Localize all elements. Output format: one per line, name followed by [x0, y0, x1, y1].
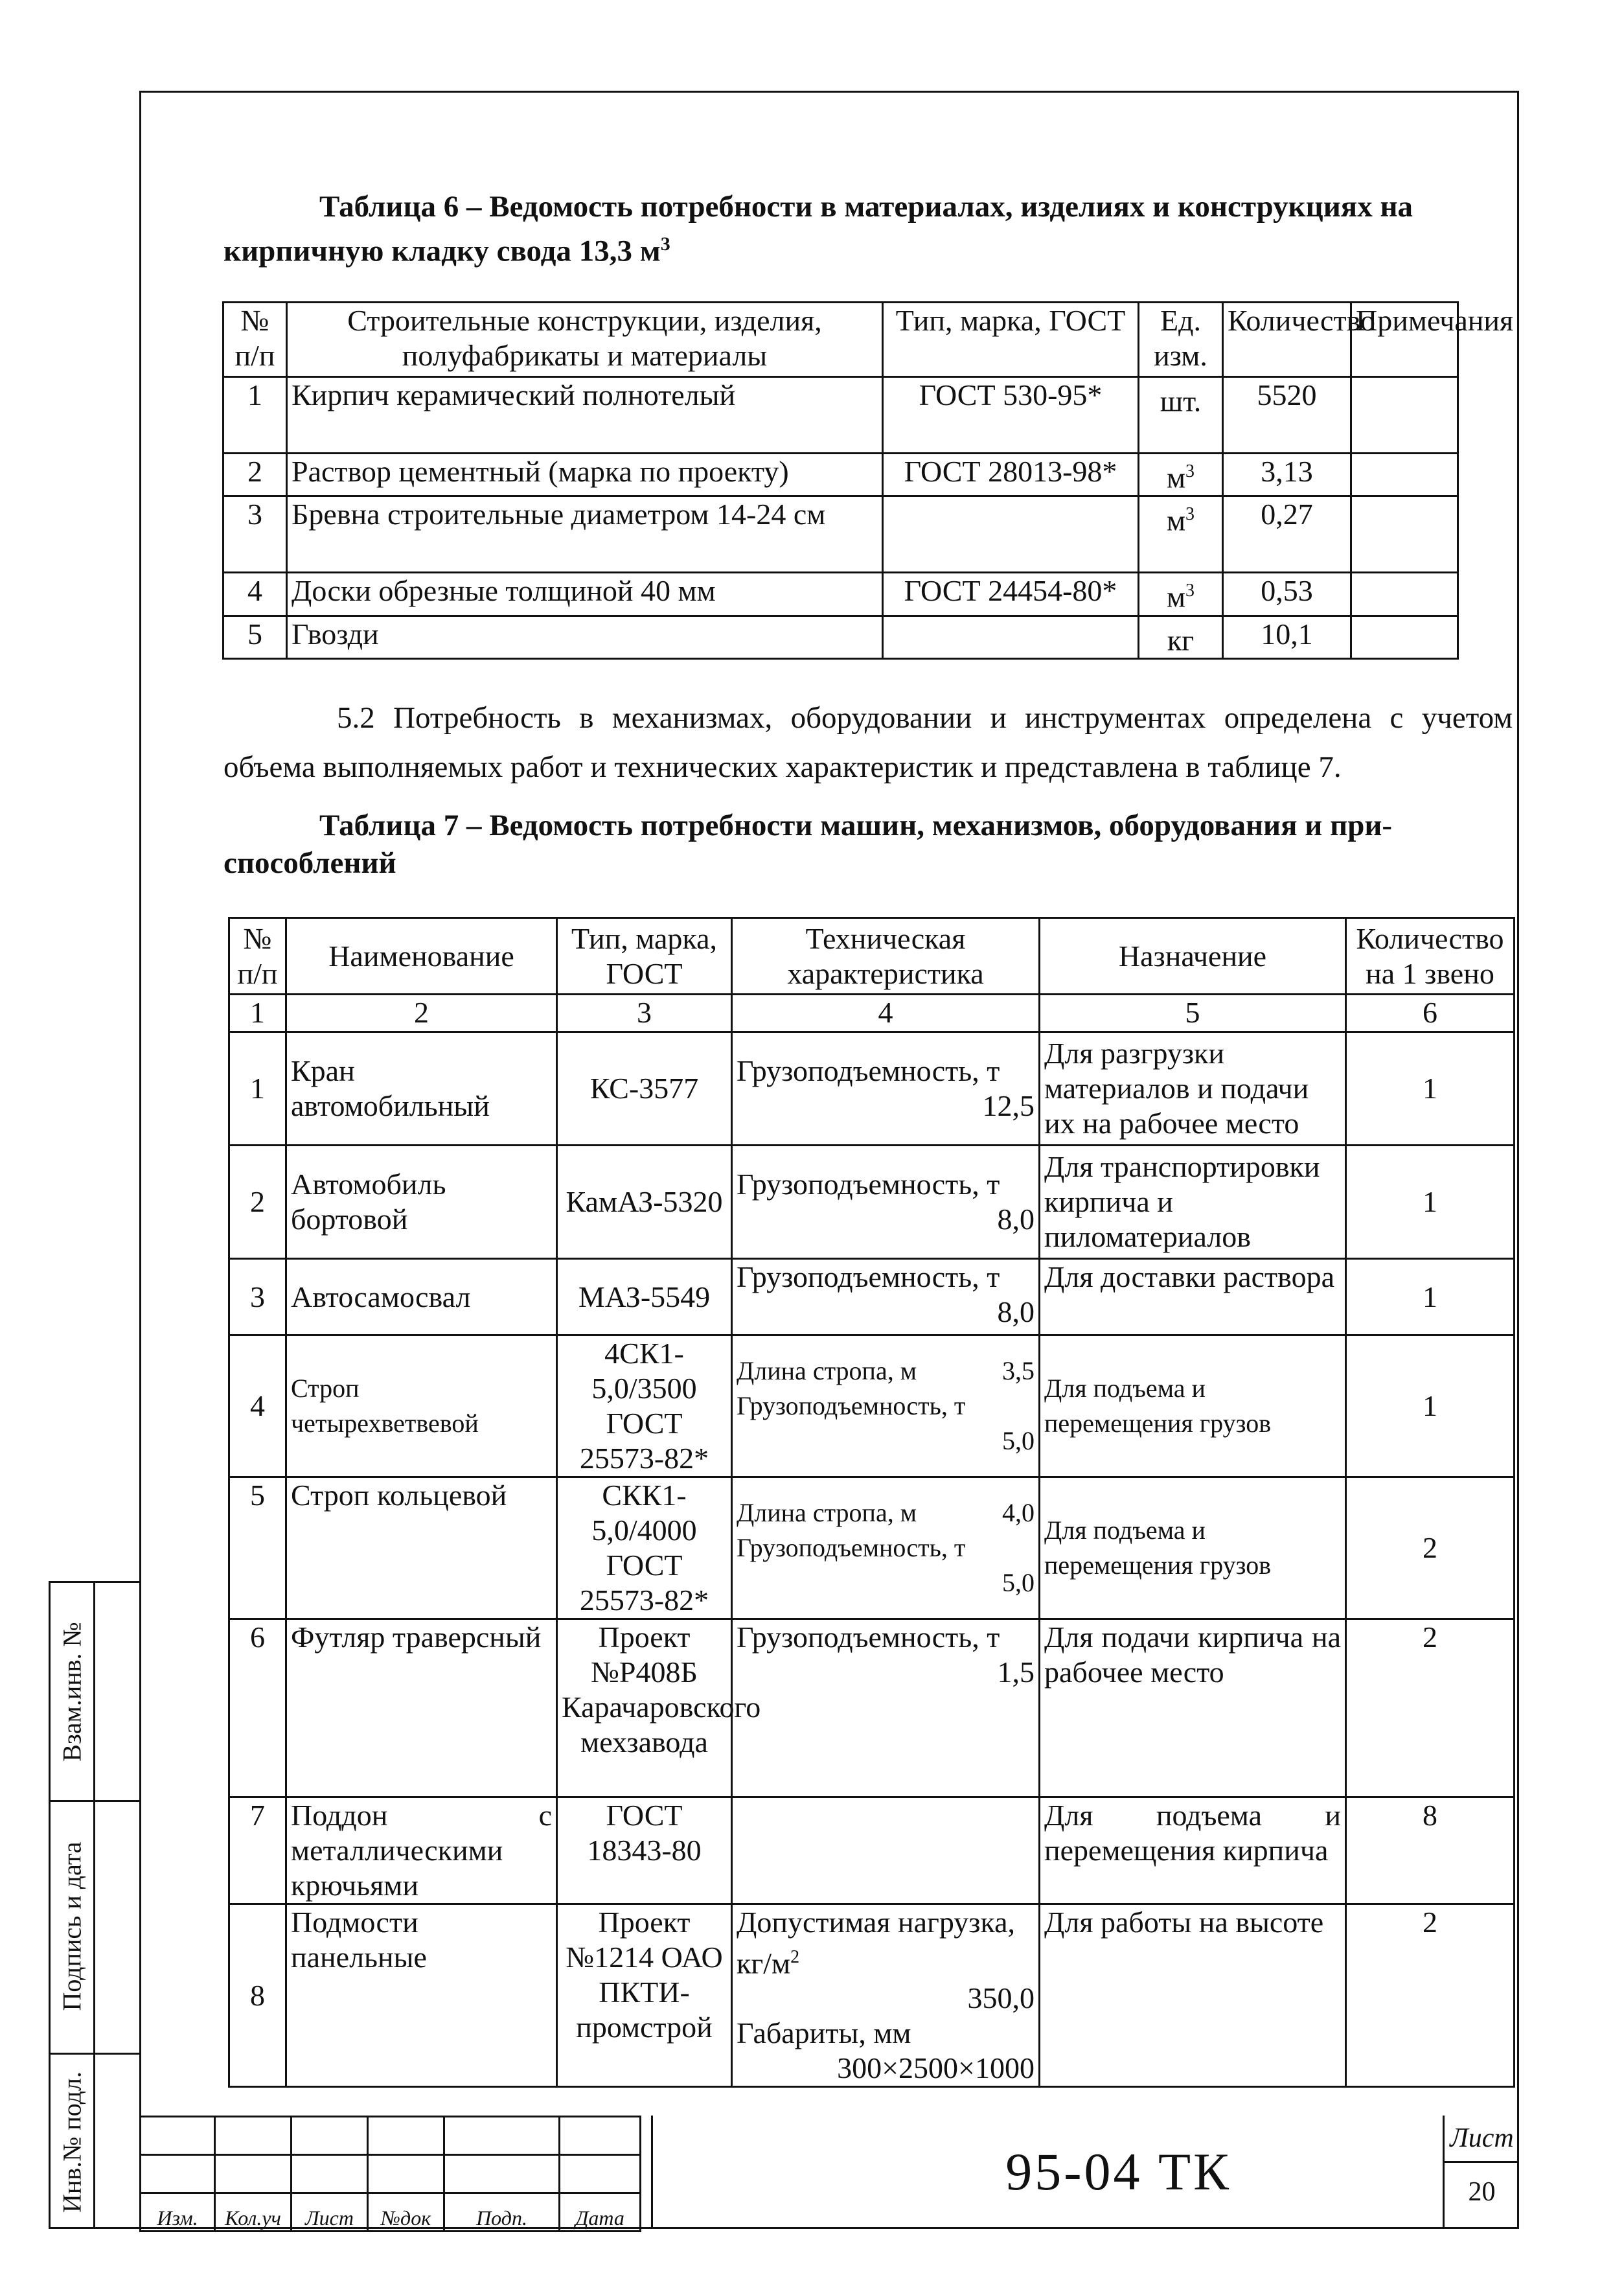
side-strip-label: Подпись и дата — [57, 1841, 87, 2011]
t6-cell-unit: $м^3$ — [1139, 454, 1223, 496]
table-row — [229, 1477, 1515, 1619]
t6-header-type: Тип, марка, ГОСТ — [883, 303, 1139, 377]
t7-cell-type: Проект №Р408Б Карачаровского мехзавода — [557, 1619, 732, 1797]
t7-cell-qty: 1 — [1346, 1032, 1515, 1146]
t7-cell-purpose: Для разгрузки материалов и подачи их на рабочее место — [1040, 1032, 1346, 1146]
t7-cell-purpose: Для подачи кирпича на рабочее место — [1040, 1619, 1346, 1797]
t6-header-qty: Количество — [1223, 303, 1351, 377]
table6 — [222, 301, 1514, 660]
t7-cell-qty: 8 — [1346, 1797, 1515, 1904]
revision-header-row — [141, 2193, 641, 2232]
table-row — [223, 616, 1458, 658]
t7-cell-tech: Длина стропа, м 3,5 Грузоподъемность, т 5,0 — [732, 1335, 1040, 1477]
t7-cell-purpose: Для подъема и перемещения грузов — [1040, 1335, 1346, 1477]
t7-cell-purpose: Для транспортировки кирпича и пиломатериалов — [1040, 1146, 1346, 1259]
title-block — [139, 2116, 1519, 2229]
table6-caption: Таблица 6 – Ведомость потребности в материалах, изделиях и конструкциях на кирпичную кладку свода 13,3 $м^3$ — [223, 190, 1413, 268]
t7-cell-num: 2 — [229, 1146, 286, 1259]
t7-cell-purpose: Для подъема и перемещения кирпича — [1040, 1797, 1346, 1904]
revision-table — [139, 2116, 641, 2232]
t6-cell-name: Бревна строительные диаметром 14-24 см — [287, 496, 883, 573]
t7-cell-qty: 1 — [1346, 1335, 1515, 1477]
table-row — [229, 1259, 1515, 1335]
t7-cell-purpose: Для доставки раствора — [1040, 1259, 1346, 1335]
t7-cell-tech: Грузоподъемность, т 8,0 — [732, 1259, 1040, 1335]
t7-cell-type: Проект №1214 ОАО ПКТИ-промстрой — [557, 1904, 732, 2087]
t7-col-number: 1 — [229, 995, 286, 1032]
t7-header-type: Тип, марка, ГОСТ — [557, 918, 732, 995]
t7-cell-purpose: Для подъема и перемещения грузов — [1040, 1477, 1346, 1619]
t7-cell-name: Футляр траверсный — [286, 1619, 557, 1797]
t7-cell-purpose: Для работы на высоте — [1040, 1904, 1346, 2087]
t7-cell-type: СКК1-5,0/4000 ГОСТ 25573-82* — [557, 1477, 732, 1619]
table7 — [228, 917, 1515, 2088]
t6-cell-qty: 10,1 — [1223, 616, 1351, 658]
t6-cell-num: 2 — [223, 454, 287, 496]
t6-cell-unit: $м^3$ — [1139, 496, 1223, 573]
t6-cell-name: Доски обрезные толщиной 40 мм — [287, 573, 883, 616]
t7-col-number: 6 — [1346, 995, 1515, 1032]
table7-col-numbers-row — [229, 995, 1515, 1032]
side-strip-cell — [51, 2053, 93, 2231]
table-row — [229, 1904, 1515, 2087]
t6-cell-qty: 3,13 — [1223, 454, 1351, 496]
t6-cell-note — [1351, 454, 1458, 496]
t7-cell-qty: 1 — [1346, 1146, 1515, 1259]
t6-cell-num: 1 — [223, 377, 287, 454]
table-row — [223, 573, 1458, 616]
t6-cell-unit: шт. — [1139, 377, 1223, 454]
side-strip-label: Взам.инв. № — [57, 1621, 87, 1762]
t7-cell-type: МАЗ-5549 — [557, 1259, 732, 1335]
t7-header-num: № п/п — [229, 918, 286, 995]
t7-header-tech: Техническая характеристика — [732, 918, 1040, 995]
t7-cell-num: 8 — [229, 1904, 286, 2087]
t6-cell-note — [1351, 496, 1458, 573]
t7-header-qty: Количество на 1 звено — [1346, 918, 1515, 995]
table-row — [223, 454, 1458, 496]
t7-cell-num: 1 — [229, 1032, 286, 1146]
table-row — [229, 1335, 1515, 1477]
t7-cell-name: Автомобиль бортовой — [286, 1146, 557, 1259]
revision-row — [141, 2155, 641, 2193]
t7-cell-tech: Допустимая нагрузка, $кг/м^2$ 350,0 Габариты, мм 300×2500×1000 — [732, 1904, 1040, 2087]
side-strip-label: Инв.№ подл. — [57, 2071, 87, 2213]
t7-cell-name: Автосамосвал — [286, 1259, 557, 1335]
table-row — [223, 377, 1458, 454]
t6-cell-type: ГОСТ 28013-98* — [883, 454, 1139, 496]
t7-cell-qty: 2 — [1346, 1619, 1515, 1797]
table-row — [229, 1032, 1515, 1146]
t6-cell-name: Раствор цементный (марка по проекту) — [287, 454, 883, 496]
t7-cell-tech: Длина стропа, м 4,0 Грузоподъемность, т 5,0 — [732, 1477, 1040, 1619]
t6-cell-qty: 0,27 — [1223, 496, 1351, 573]
t6-header-unit: Ед. изм. — [1139, 303, 1223, 377]
t6-header-name: Строительные конструкции, изделия, полуфабрикаты и материалы — [287, 303, 883, 377]
side-strip-value-column — [93, 1581, 141, 2229]
t7-cell-name: Кран автомобильный — [286, 1032, 557, 1146]
t7-cell-qty: 1 — [1346, 1259, 1515, 1335]
t6-cell-type — [883, 616, 1139, 658]
t7-cell-tech: Грузоподъемность, т 8,0 — [732, 1146, 1040, 1259]
t6-cell-num: 3 — [223, 496, 287, 573]
table-row — [229, 1619, 1515, 1797]
t6-header-note: Примечания — [1351, 303, 1458, 377]
side-strip-cell — [51, 1800, 93, 2055]
t7-cell-type: КамАЗ-5320 — [557, 1146, 732, 1259]
table-row — [229, 1797, 1515, 1904]
t7-cell-type: 4СК1-5,0/3500 ГОСТ 25573-82* — [557, 1335, 732, 1477]
revision-col-label: Кол.уч — [215, 2193, 292, 2232]
revision-col-label: Дата — [560, 2193, 641, 2232]
t7-header-name: Наименование — [286, 918, 557, 995]
t7-cell-num: 3 — [229, 1259, 286, 1335]
side-stamp-strip — [49, 1581, 139, 2229]
sheet-cell — [1443, 2116, 1519, 2229]
paragraph-5-2: 5.2 Потребность в механизмах, оборудовании и инструментах определена с учетом объема выполняемых работ и технических характеристик и представлена в таблице 7. — [223, 701, 1513, 784]
t7-cell-tech: Грузоподъемность, т 12,5 — [732, 1032, 1040, 1146]
t6-header-num: № п/п — [223, 303, 287, 377]
t7-header-purpose: Назначение — [1040, 918, 1346, 995]
revision-row — [141, 2117, 641, 2155]
side-strip-cell — [51, 1583, 93, 1802]
table7-caption: Таблица 7 – Ведомость потребности машин, механизмов, оборудования и при- способлений — [223, 809, 1393, 880]
table7-header-row — [229, 918, 1515, 995]
t6-cell-num: 4 — [223, 573, 287, 616]
t6-cell-type: ГОСТ 530-95* — [883, 377, 1139, 454]
sheet-label: Лист — [1445, 2116, 1519, 2163]
table6-header-row — [223, 303, 1458, 377]
t6-cell-num: 5 — [223, 616, 287, 658]
side-strip-value-cell — [95, 1800, 139, 2055]
t7-cell-num: 5 — [229, 1477, 286, 1619]
t6-cell-unit: $м^3$ — [1139, 573, 1223, 616]
t7-cell-qty: 2 — [1346, 1904, 1515, 2087]
t7-col-number: 2 — [286, 995, 557, 1032]
revision-col-label: №док — [368, 2193, 444, 2232]
t7-cell-name: Поддон с металлическими крючьями — [286, 1797, 557, 1904]
t6-cell-note — [1351, 616, 1458, 658]
t7-cell-type: ГОСТ 18343-80 — [557, 1797, 732, 1904]
sheet-number: 20 — [1468, 2177, 1496, 2207]
t7-cell-name: Строп кольцевой — [286, 1477, 557, 1619]
t6-cell-note — [1351, 573, 1458, 616]
document-code: 95-04 ТК — [1005, 2142, 1231, 2201]
table-row — [223, 496, 1458, 573]
t7-cell-name: Строп четырехветвевой — [286, 1335, 557, 1477]
t7-col-number: 4 — [732, 995, 1040, 1032]
t7-cell-num: 7 — [229, 1797, 286, 1904]
table-row — [229, 1146, 1515, 1259]
t6-cell-unit: кг — [1139, 616, 1223, 658]
revision-col-label: Изм. — [141, 2193, 215, 2232]
t7-cell-num: 6 — [229, 1619, 286, 1797]
t6-cell-type — [883, 496, 1139, 573]
revision-col-label: Подп. — [444, 2193, 560, 2232]
t6-cell-qty: 0,53 — [1223, 573, 1351, 616]
t6-cell-qty: 5520 — [1223, 377, 1351, 454]
revision-col-label: Лист — [292, 2193, 368, 2232]
t7-col-number: 5 — [1040, 995, 1346, 1032]
side-strip-label-column — [49, 1581, 95, 2229]
t6-cell-name: Кирпич керамический полнотелый — [287, 377, 883, 454]
t7-cell-type: КС-3577 — [557, 1032, 732, 1146]
t6-cell-note — [1351, 377, 1458, 454]
t7-cell-num: 4 — [229, 1335, 286, 1477]
side-strip-value-cell — [95, 1583, 139, 1802]
t7-cell-tech — [732, 1797, 1040, 1904]
t7-cell-tech: Грузоподъемность, т 1,5 — [732, 1619, 1040, 1797]
t7-cell-name: Подмости панельные — [286, 1904, 557, 2087]
t7-col-number: 3 — [557, 995, 732, 1032]
t7-cell-qty: 2 — [1346, 1477, 1515, 1619]
t6-cell-type: ГОСТ 24454-80* — [883, 573, 1139, 616]
t6-cell-name: Гвозди — [287, 616, 883, 658]
